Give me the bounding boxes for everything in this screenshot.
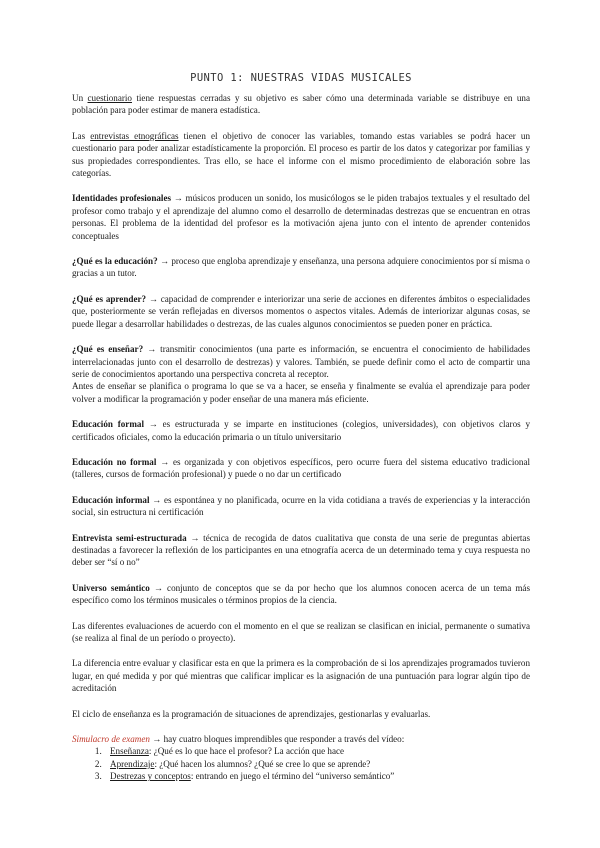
text-run: Un bbox=[72, 93, 88, 103]
list-item bbox=[104, 758, 530, 770]
text-run: → capacidad de comprender e interiorizar una serie de acciones en diferentes ámbitos o especialidades que, posteriormente se verán reflejadas en diversos momentos o aspectos vitales. Además de interiorizar algunas cosas, se puede llegar a desarrollar habilidades o destrezas, de las cuales algunos conocimientos se pueden poner en práctica. bbox=[72, 293, 530, 329]
term-aprendizaje: Aprendizaje bbox=[110, 758, 155, 769]
term-universo-semantico: Universo semántico bbox=[72, 582, 150, 593]
paragraph-ciclo-ensenanza: El ciclo de enseñanza es la programación de situaciones de aprendizajes, gestionarlas y evaluarlas. bbox=[72, 708, 431, 719]
term-ensenanza: Enseñanza bbox=[110, 746, 149, 757]
term-simulacro-examen: Simulacro de examen bbox=[72, 734, 150, 745]
text-run: → conjunto de conceptos que se da por hecho que los alumnos conocen acerca de un tema más específico como los términos musicales o términos propios de la ciencia. bbox=[72, 582, 530, 606]
paragraph-identidades bbox=[72, 192, 530, 242]
text-run: → transmitir conocimientos (una parte es información, se encuentra el conocimiento de habilidades interrelacionadas junto con el desarrollo de destrezas) y valores. También, se puede definir como el acto de compartir una serie de conocimientos aportando una perspectiva concreta al receptor. bbox=[72, 344, 530, 379]
term-entrevistas-etnograficas: entrevistas etnográficas bbox=[90, 130, 179, 141]
paragraph-educacion-formal bbox=[72, 418, 530, 443]
text-run: : ¿Qué hacen los alumnos? ¿Qué se cree lo que se aprende? bbox=[154, 758, 371, 769]
text-run: → proceso que engloba aprendizaje y enseñanza, una persona adquiere conocimientos por sí misma o gracias a un tutor. bbox=[72, 256, 530, 279]
term-cuestionario: cuestionario bbox=[87, 93, 132, 103]
paragraph-educacion bbox=[72, 255, 530, 280]
text-run: → es espontánea y no planificada, ocurre en la vida cotidiana a través de experiencias y la interacción social, sin estructura ni certificación bbox=[72, 494, 530, 518]
term-que-es-educacion: ¿Qué es la educación? bbox=[72, 256, 158, 267]
term-educacion-informal: Educación informal bbox=[72, 494, 150, 505]
paragraph-ensenar bbox=[72, 343, 530, 380]
text-run: tiene respuestas cerradas y su objetivo es saber cómo una determinada variable se distribuye en una población para poder estimar de manera estadística. bbox=[72, 93, 531, 116]
paragraph-evaluaciones: Las diferentes evaluaciones de acuerdo con el momento en el que se realizan se clasifican en inicial, permanente o sumativa (se realiza al final de un período o proyecto). bbox=[72, 620, 530, 643]
paragraph-planificacion: Antes de enseñar se planifica o programa lo que se va a hacer, se enseña y finalmente se evalúa el aprendizaje para poder volver a modificar la programación y poder enseñar de una manera más eficiente. bbox=[72, 381, 530, 404]
text-run: → hay cuatro bloques imprendibles que responder a través del vídeo: bbox=[149, 734, 405, 745]
paragraph-aprender bbox=[72, 293, 530, 330]
list-item bbox=[104, 770, 530, 782]
paragraph-entrevistas bbox=[72, 130, 530, 180]
paragraph-simulacro bbox=[72, 733, 530, 745]
text-run: : ¿Qué es lo que hace el profesor? La acción que hace bbox=[148, 746, 345, 757]
paragraph-universo-semantico bbox=[72, 582, 530, 607]
term-que-es-ensenar: ¿Qué es enseñar? bbox=[72, 344, 144, 355]
paragraph-educacion-informal bbox=[72, 494, 530, 519]
text-run: → técnica de recogida de datos cualitativa que consta de una serie de preguntas abiertas destinadas a favorecer la reflexión de los participantes en una etnografía acerca de un determinado tema y cuya respuesta no deber ser “sí o no” bbox=[72, 532, 531, 568]
paragraph-evaluar-calificar: La diferencia entre evaluar y clasificar esta en que la primera es la comprobación de si los aprendizajes programados tuvieron lugar, en qué medida y por qué mientras que calificar implicar es la asignación de una puntuación para lograr algún tipo de acreditación bbox=[72, 658, 530, 694]
term-identidades-profesionales: Identidades profesionales bbox=[72, 193, 172, 204]
paragraph-cuestionario bbox=[72, 92, 530, 117]
page-title: PUNTO 1: NUESTRAS VIDAS MUSICALES bbox=[190, 72, 412, 84]
paragraph-educacion-no-formal bbox=[72, 456, 530, 481]
text-run: Las bbox=[72, 130, 91, 141]
term-entrevista-semi-estructurada: Entrevista semi-estructurada bbox=[72, 532, 187, 543]
text-run: : entrando en juego el término del “universo semántico” bbox=[190, 771, 395, 782]
exam-blocks-list bbox=[72, 745, 530, 782]
text-run: → es estructurada y se imparte en instituciones (colegios, universidades), con objetivos claros y certificados oficiales, como la educación primaria o un título universitario bbox=[72, 419, 530, 442]
term-educacion-no-formal: Educación no formal bbox=[72, 456, 157, 467]
paragraph-entrevista-semi bbox=[72, 532, 530, 569]
text-run: → músicos producen un sonido, los musicólogos se le piden trabajos textuales y el resultado del profesor como trabajo y el aprendizaje del alumno como el desarrollo de determinadas destrezas que se encuentran en otras personas. El problema de la identidad del profesor es la motivación ajena junto con el intento de aprender contenidos conceptuales bbox=[72, 193, 530, 241]
term-educacion-formal: Educación formal bbox=[72, 419, 144, 430]
list-item bbox=[104, 745, 530, 757]
text-run: tienen el objetivo de conocer las variables, tomando estas variables se podrá hacer un cuestionario para poder analizar estadísticamente la proporción. El proceso es partir de los datos y categorizar por familias y sus propiedades correspondientes. Tras ello, se hace el informe con el mismo procedimiento de elaboración sobre las categorías. bbox=[72, 130, 530, 179]
term-que-es-aprender: ¿Qué es aprender? bbox=[72, 293, 147, 304]
term-destrezas-conceptos: Destrezas y conceptos bbox=[110, 771, 191, 782]
text-run: → es organizada y con objetivos específicos, pero ocurre fuera del sistema educativo tradicional (talleres, cursos de formación profesional) y puede o no dar un certificado bbox=[72, 456, 531, 480]
